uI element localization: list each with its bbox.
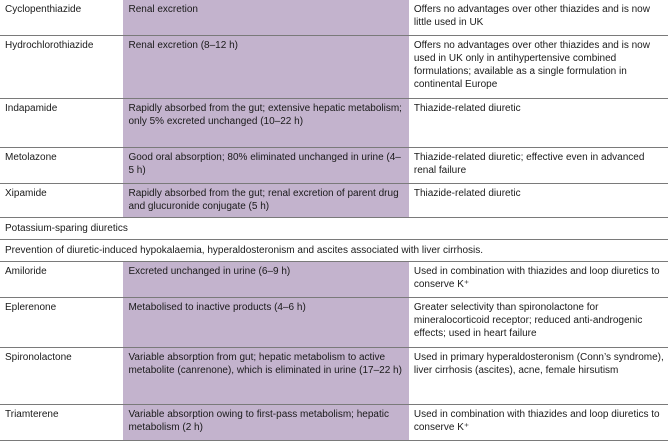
section-indication: Prevention of diuretic-induced hypokalaemia, hyperaldosteronism and ascites associated with liver cirrhosis. — [0, 239, 668, 261]
table-row — [0, 147, 668, 183]
pharmacokinetics-cell: Rapidly absorbed from the gut; extensive hepatic metabolism; only 5% excreted unchanged (10–22 h) — [123, 98, 408, 147]
drug-name: Amiloride — [0, 261, 123, 297]
drug-name: Eplerenone — [0, 297, 123, 347]
notes-cell: Thiazide-related diuretic; effective even in advanced renal failure — [409, 147, 668, 183]
table-row — [0, 261, 668, 297]
notes-cell: Thiazide-related diuretic — [409, 98, 668, 147]
notes-cell: Thiazide-related diuretic — [409, 183, 668, 217]
section-header-row — [0, 217, 668, 239]
notes-cell: Used in combination with thiazides and loop diuretics to conserve K⁺ — [409, 404, 668, 440]
section-indication-row — [0, 239, 668, 261]
pharmacokinetics-cell: Variable absorption from gut; hepatic metabolism to active metabolite (canrenone), which is eliminated in urine (17–22 h) — [123, 347, 408, 404]
drug-name: Hydrochlorothiazide — [0, 35, 123, 98]
table-row — [0, 404, 668, 440]
table-row — [0, 347, 668, 404]
section-title: Potassium-sparing diuretics — [0, 217, 668, 239]
table-row — [0, 297, 668, 347]
pharmacokinetics-cell: Renal excretion — [123, 0, 408, 35]
notes-cell: Used in combination with thiazides and loop diuretics to conserve K⁺ — [409, 261, 668, 297]
drug-name: Triamterene — [0, 404, 123, 440]
notes-cell: Used in primary hyperaldosteronism (Conn’s syndrome), liver cirrhosis (ascites), acne, female hirsutism — [409, 347, 668, 404]
drug-name: Cyclopenthiazide — [0, 0, 123, 35]
pharmacokinetics-cell: Excreted unchanged in urine (6–9 h) — [123, 261, 408, 297]
pharmacokinetics-cell: Variable absorption owing to first-pass metabolism; hepatic metabolism (2 h) — [123, 404, 408, 440]
drug-name: Spironolactone — [0, 347, 123, 404]
table-row — [0, 35, 668, 98]
table-row — [0, 183, 668, 217]
notes-cell: Offers no advantages over other thiazides and is now used in UK only in antihypertensive combined formulations; available as a single formulation in continental Europe — [409, 35, 668, 98]
notes-cell: Greater selectivity than spironolactone for mineralocorticoid receptor; reduced anti-androgenic effects; used in heart failure — [409, 297, 668, 347]
pharmacokinetics-cell: Rapidly absorbed from the gut; renal excretion of parent drug and glucuronide conjugate (5 h) — [123, 183, 408, 217]
pharmacokinetics-cell: Renal excretion (8–12 h) — [123, 35, 408, 98]
pharmacokinetics-cell: Good oral absorption; 80% eliminated unchanged in urine (4–5 h) — [123, 147, 408, 183]
table-row — [0, 98, 668, 147]
drug-name: Indapamide — [0, 98, 123, 147]
drug-name: Xipamide — [0, 183, 123, 217]
table-row — [0, 0, 668, 35]
drug-name: Metolazone — [0, 147, 123, 183]
notes-cell: Offers no advantages over other thiazides and is now little used in UK — [409, 0, 668, 35]
pharmacokinetics-cell: Metabolised to inactive products (4–6 h) — [123, 297, 408, 347]
